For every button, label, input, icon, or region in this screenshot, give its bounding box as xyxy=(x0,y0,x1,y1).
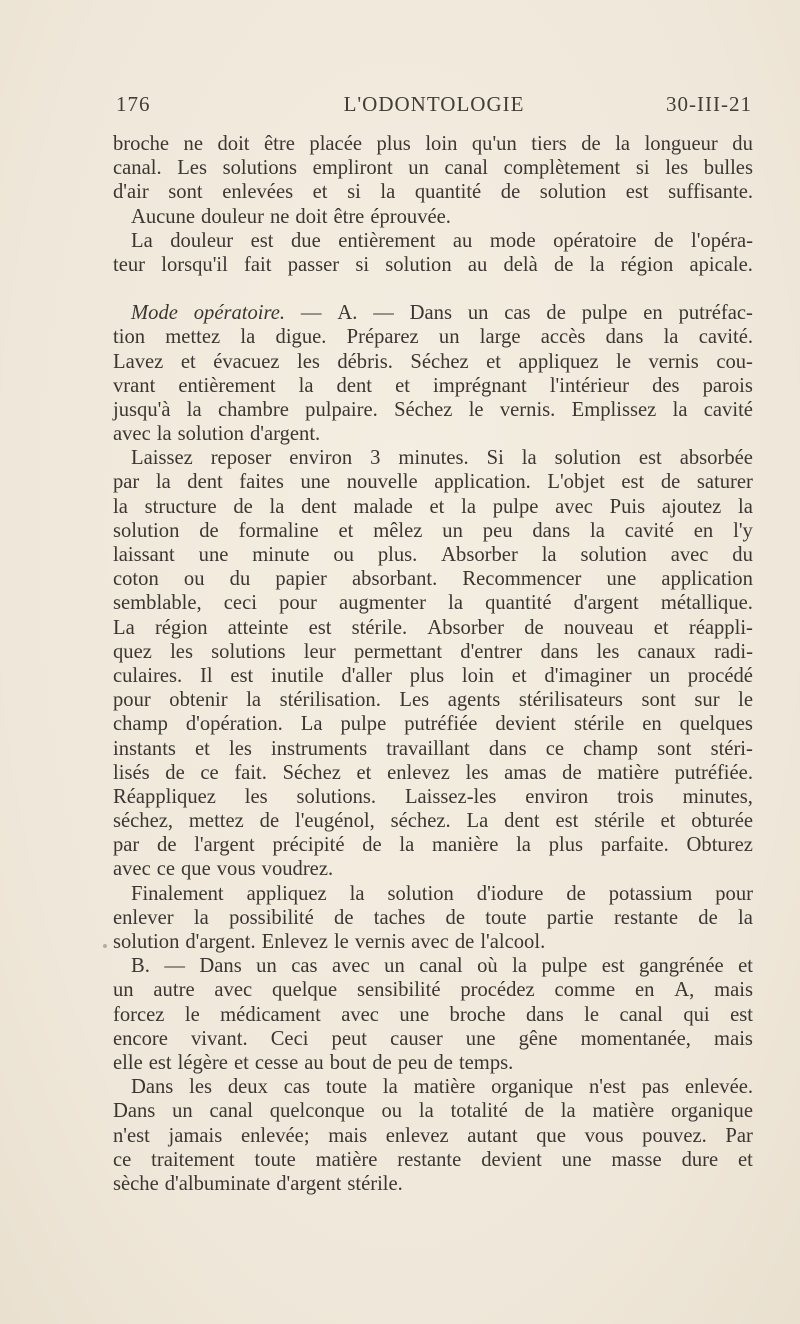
text-line: laissant une minute ou plus. Absorber la solution avec du xyxy=(113,544,753,566)
text-line: tion mettez la digue. Préparez un large accès dans la cavité. xyxy=(113,326,753,349)
text-line: instants et les instruments travaillant dans ce champ sont stéri- xyxy=(113,737,753,760)
text-line: solution de formaline et mêlez un peu dans la cavité en l'y xyxy=(113,519,753,542)
text-line: par de l'argent précipité de la manière la plus parfaite. Obturez xyxy=(113,834,753,857)
text-line: Réappliquez les solutions. Laissez-les environ trois minutes, xyxy=(113,785,753,808)
text-line: broche ne doit être placée plus loin qu'un tiers de la longueur du xyxy=(113,133,753,155)
journal-title: L'ODONTOLOGIE xyxy=(343,92,525,116)
text-line: vrant entièrement la dent et imprégnant l'intérieur des parois xyxy=(113,374,753,397)
text-line: semblable, ceci pour augmenter la quantité d'argent métallique. xyxy=(113,592,753,615)
text-line: enlever la possibilité de taches de toute partie restante de la xyxy=(113,906,753,929)
text-line: Finalement appliquez la solution d'iodure de potassium pour xyxy=(131,882,753,905)
text-line: sèche d'albuminate d'argent stérile. xyxy=(113,1172,403,1195)
text-line: Dans les deux cas toute la matière organique n'est pas enlevée. xyxy=(131,1076,753,1099)
text-line: B. — Dans un cas avec un canal où la pulpe est gangrénée et xyxy=(131,955,753,978)
paragraph-gap xyxy=(113,277,753,301)
body-text xyxy=(113,132,753,1196)
text-line: culaires. Il est inutile d'aller plus loin et d'imaginer un procédé xyxy=(113,664,753,687)
text-line: Laissez reposer environ 3 minutes. Si la solution est absorbée xyxy=(131,447,753,470)
text-line: La région atteinte est stérile. Absorber de nouveau et réappli- xyxy=(113,616,753,639)
text-line: ce traitement toute matière restante devient une masse dure et xyxy=(113,1148,753,1171)
running-header xyxy=(116,92,752,124)
text-line: par la dent faites une nouvelle application. L'objet est de saturer xyxy=(113,471,753,494)
text-line: jusqu'à la chambre pulpaire. Séchez le vernis. Emplissez la cavité xyxy=(113,398,753,421)
text-line: elle est légère et cesse au bout de peu de temps. xyxy=(113,1051,514,1074)
text-line: pour obtenir la stérilisation. Les agents stérilisateurs sont sur le xyxy=(113,689,753,712)
ink-speck xyxy=(103,944,107,948)
text-line: séchez, mettez de l'eugénol, séchez. La dent est stérile et obturée xyxy=(113,810,753,833)
text-line: teur lorsqu'il fait passer si solution au delà de la région apicale. xyxy=(113,253,753,276)
text-line: Aucune douleur ne doit être éprouvée. xyxy=(131,205,451,228)
text-line: Dans un canal quelconque ou la totalité de la matière organique xyxy=(113,1100,753,1123)
text-line: La douleur est due entièrement au mode opératoire de l'opéra- xyxy=(131,229,753,252)
issue-date: 30-III-21 xyxy=(666,92,752,116)
text-line: encore vivant. Ceci peut causer une gêne momentanée, mais xyxy=(113,1027,753,1050)
text-line: champ d'opération. La pulpe putréfiée devient stérile en quelques xyxy=(113,713,753,736)
text-line: coton ou du papier absorbant. Recommencer une application xyxy=(113,568,753,591)
text-line: un autre avec quelque sensibilité procédez comme en A, mais xyxy=(113,979,753,1002)
text-line: la structure de la dent malade et la pulpe avec Puis ajoutez la xyxy=(113,495,753,518)
text-line: avec la solution d'argent. xyxy=(113,423,321,446)
text-line: Mode opératoire. — A. — Dans un cas de pulpe en putréfac- xyxy=(131,302,753,325)
text-line: d'air sont enlevées et si la quantité de solution est suffisante. xyxy=(113,181,753,204)
text-line: canal. Les solutions empliront un canal complètement si les bulles xyxy=(113,157,753,180)
text-line: lisés de ce fait. Séchez et enlevez les amas de matière putréfiée. xyxy=(113,761,753,784)
text-line: quez les solutions leur permettant d'entrer dans les canaux radi- xyxy=(113,640,753,663)
text-line: Lavez et évacuez les débris. Séchez et appliquez le vernis cou- xyxy=(113,350,753,373)
text-line: forcez le médicament avec une broche dans le canal qui est xyxy=(113,1003,753,1026)
text-line: solution d'argent. Enlevez le vernis avec de l'alcool. xyxy=(113,931,546,953)
page-number: 176 xyxy=(116,92,151,116)
text-line: n'est jamais enlevée; mais enlevez autant que vous pouvez. Par xyxy=(113,1124,753,1147)
text-line: avec ce que vous voudrez. xyxy=(113,858,334,881)
